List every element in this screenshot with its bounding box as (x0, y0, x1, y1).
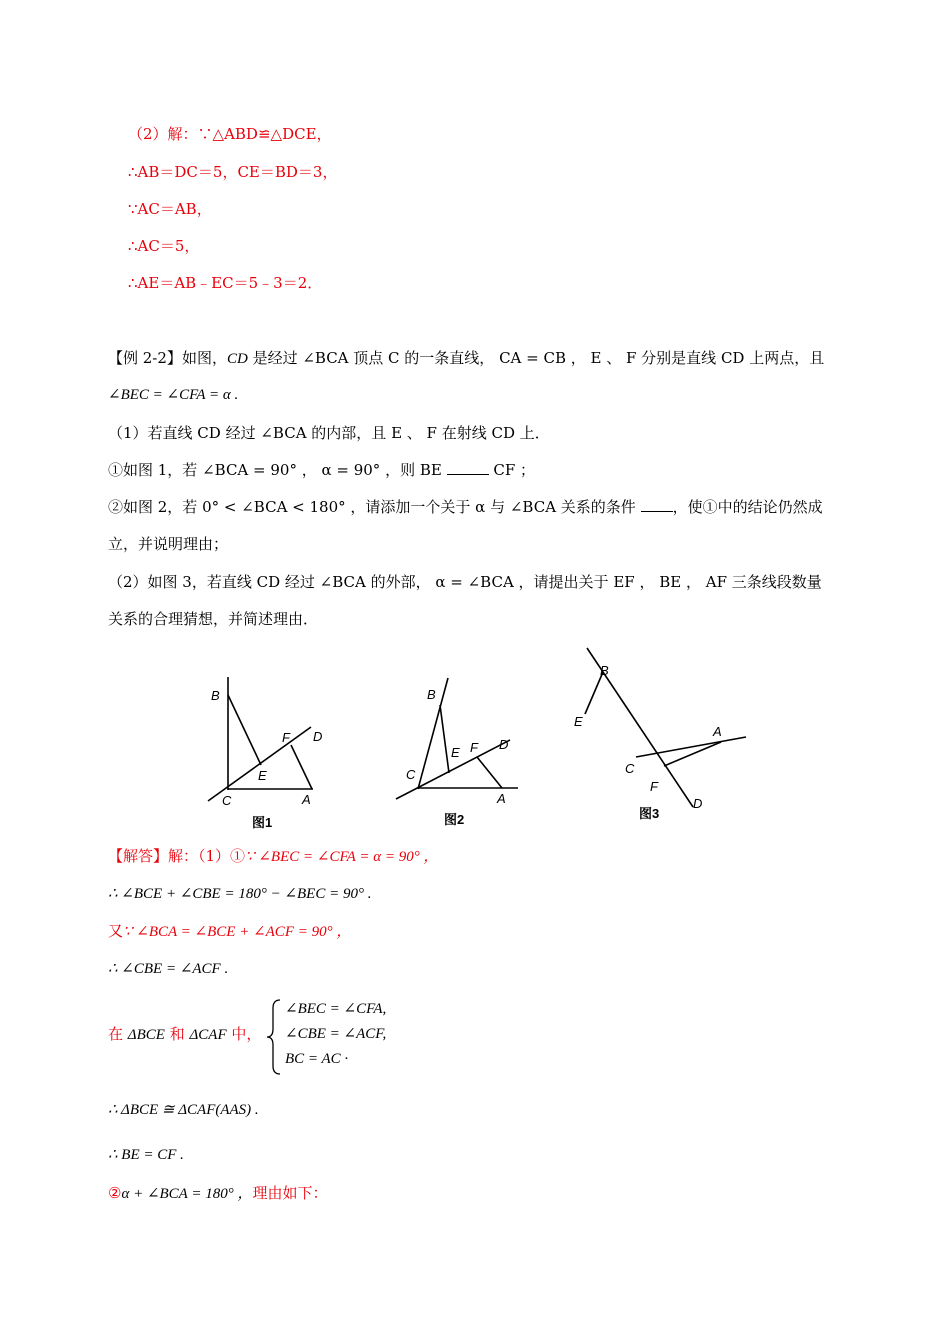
fig2-label-f: F (470, 740, 478, 755)
answer-blank-2[interactable] (641, 497, 673, 512)
answer-line-1-a: 解：（1）① (168, 847, 246, 865)
answer-line-7: ∴ BE = CF . (108, 1147, 184, 1163)
solution-line-2: ∴AB＝DC＝5，CE＝BD＝3， (128, 163, 338, 181)
fig2-label-b: B (427, 687, 436, 702)
question-1: （1）若直线 CD 经过 ∠BCA 的内部，且 E 、 F 在射线 CD 上． (108, 424, 550, 442)
answer-line-3-b: ∵ ∠BCA = ∠BCE + ∠ACF = 90° ， (123, 924, 352, 940)
fig3-label-a: A (713, 724, 722, 739)
system-line-2: ∠CBE = ∠ACF, (285, 1026, 387, 1042)
fig3-label-c: C (625, 761, 635, 776)
solution-line-5: ∴AE＝AB﹣EC＝5﹣3＝2． (128, 274, 323, 292)
answer-line-5-e: 中， (226, 1025, 262, 1043)
fig3-line-fa (664, 742, 721, 766)
fig2-caption: 图2 (444, 812, 465, 827)
answer-blank-1[interactable] (447, 460, 489, 475)
fig1-label-d: D (313, 729, 323, 744)
system-brace (266, 998, 282, 1080)
question-2: （2）如图 3，若直线 CD 经过 ∠BCA 的外部， α = ∠BCA ，请提出关于 EF ， BE ， AF 三条线段数量 (108, 573, 822, 591)
fig1-label-f: F (282, 730, 290, 745)
solution-line-4: ∴AC＝5， (128, 237, 200, 255)
fig1-line-cd (208, 727, 311, 801)
figure-1 (200, 672, 340, 841)
example-intro-b: CD (226, 351, 248, 367)
answer-line-2: ∴ ∠BCE + ∠CBE = 180° − ∠BEC = 90° . (108, 886, 372, 902)
example-tag: 【例 2-2】 (108, 349, 182, 367)
answer-line-5-c: 和 (164, 1025, 190, 1043)
fig2-label-d: D (499, 737, 509, 752)
fig1-label-e: E (258, 768, 267, 783)
question-1-2-cont: 立，并说明理由； (108, 535, 229, 553)
answer-line-8 (108, 1183, 327, 1204)
answer-line-6: ∴ ΔBCE ≅ ΔCAF(AAS) . (108, 1102, 259, 1118)
question-1-2-b: ，使①中的结论仍然成 (672, 498, 823, 516)
answer-line-8-b: α + ∠BCA = 180° ， (121, 1186, 253, 1202)
question-1-1 (108, 460, 535, 480)
answer-line-4: ∴ ∠CBE = ∠ACF . (108, 961, 229, 977)
fig1-line-fa (291, 745, 312, 789)
question-1-2-a: ②如图 2，若 0° < ∠BCA < 180° ，请添加一个关于 α 与 ∠BCA 关系的条件 (108, 498, 641, 516)
answer-line-5-b: ΔBCE (127, 1027, 165, 1043)
fig3-line-be (585, 672, 603, 714)
answer-line-8-a: ② (108, 1184, 122, 1202)
fig1-label-b: B (211, 688, 220, 703)
fig1-label-a: A (302, 792, 311, 807)
system-line-1: ∠BEC = ∠CFA, (285, 1001, 387, 1017)
fig3-label-e: E (574, 714, 583, 729)
answer-line-5 (108, 1024, 261, 1045)
question-1-2 (108, 497, 823, 517)
example-intro-c: 是经过 ∠BCA 顶点 C 的一条直线， CA = CB ， E 、 F 分别是直线 CD 上两点，且 (247, 349, 825, 367)
fig2-line-fa (477, 757, 502, 788)
question-1-1-a: ①如图 1，若 ∠BCA = 90° ， α = 90° ，则 BE (108, 461, 442, 479)
fig2-line-be (440, 705, 449, 773)
system-line-3: BC = AC · (285, 1051, 349, 1067)
fig3-caption: 图3 (639, 806, 660, 821)
fig3-label-b: B (600, 663, 609, 678)
fig1-line-be (228, 695, 261, 765)
answer-line-5-d: ΔCAF (189, 1027, 227, 1043)
answer-line-3 (108, 921, 351, 942)
fig1-caption: 图1 (252, 815, 273, 830)
question-2-cont: 关系的合理猜想，并简述理由． (108, 610, 319, 628)
fig2-label-c: C (406, 767, 416, 782)
solution-line-3: ∵AC＝AB， (128, 200, 212, 218)
answer-label: 【解答】 (108, 847, 169, 865)
example-condition: ∠BEC = ∠CFA = α . (108, 387, 239, 403)
answer-line-3-a: 又 (108, 922, 124, 940)
fig3-label-d: D (693, 796, 703, 811)
fig1-label-c: C (222, 793, 232, 808)
figure-2 (390, 672, 530, 836)
answer-line-8-c: 理由如下： (252, 1184, 328, 1202)
example-intro-a: 如图， (181, 349, 227, 367)
example-intro (108, 348, 824, 369)
answer-line-1-b: ∵ ∠BEC = ∠CFA = α = 90° ， (245, 849, 439, 865)
figure-3 (560, 645, 760, 834)
question-1-1-b: CF ； (493, 461, 536, 479)
fig2-label-e: E (451, 745, 460, 760)
answer-line-5-a: 在 (108, 1025, 128, 1043)
answer-line-1 (108, 846, 438, 867)
solution-line-1: （2）解：∵△ABD≌△DCE， (128, 125, 332, 143)
fig2-label-a: A (497, 791, 506, 806)
fig3-label-f: F (650, 779, 658, 794)
